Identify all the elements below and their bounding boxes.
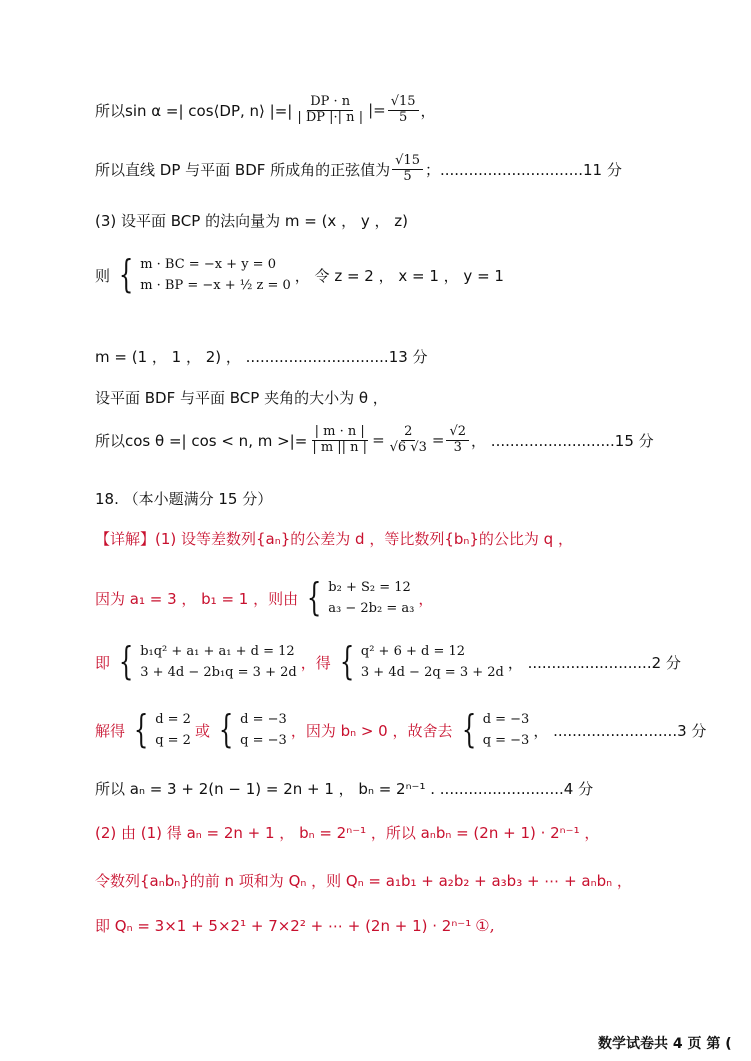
problem-18-heading: 18. （本小题满分 15 分） — [95, 490, 273, 508]
line-16: 即 Qₙ = 3×1 + 5×2¹ + 7×2² + ⋯ + (2n + 1) · 2ⁿ⁻¹ ①, — [95, 916, 495, 935]
line-1: 所以sin α =| cos⟨DP, n⟩ |=| $\frac{DP \cdot n}{| DP |\cdot| n |}$ |= $\frac{√15}{5}$ ， — [95, 94, 436, 125]
equation-system-bcp: { m · BC = −x + y = 0 m · BP = −x + ½ z = 0 — [118, 252, 291, 296]
line-10: 因为 a₁ = 3 ， b₁ = 1 ，则由 { b₂ + S₂ = 12 a₃ − 2b₂ = a₃ ， — [95, 575, 434, 619]
fraction-sqrt15-5: $\frac{√15}{5}$ — [388, 95, 419, 126]
page-footer: 数学试卷共 4 页 第 ( — [598, 1036, 732, 1052]
line-2: 所以直线 DP 与平面 BDF 所成角的正弦值为 $\frac{√15}{5}$ ；..............................11 分 — [95, 153, 622, 184]
line-14: (2) 由 (1) 得 aₙ = 2n + 1 ， bₙ = 2ⁿ⁻¹ ，所以 aₙbₙ = (2n + 1) · 2ⁿ⁻¹ ， — [95, 824, 600, 842]
line-3: (3) 设平面 BCP 的法向量为 m = (x ， y ， z) — [95, 212, 408, 230]
circled-one-mark: ①, — [475, 916, 495, 935]
line-7: 所以cos θ =| cos < n, m >|= $\frac{| m \cdot n |}{| m || n |}$ = $\frac{2}{√6 √3}$ = $\frac{√2}{3}$ ， ..........................15 分 — [95, 424, 654, 455]
line-4: 则 { m · BC = −x + y = 0 m · BP = −x + ½ z = 0 ， 令 z = 2 ， x = 1 ， y = 1 — [95, 252, 504, 296]
line-12: 解得 { d = 2 q = 2 或 { d = −3 q = −3 ，因为 bₙ > 0 ，故舍去 { d = −3 q = −3 ， ..........................3 分 — [95, 707, 707, 751]
line-6: 设平面 BDF 与平面 BCP 夹角的大小为 θ ， — [95, 389, 388, 407]
line-9: 【详解】(1) 设等差数列{aₙ}的公差为 d ，等比数列{bₙ}的公比为 q ， — [95, 530, 573, 548]
line-1-text: 所以sin α =| cos⟨DP, n⟩ |=| — [95, 101, 293, 120]
fraction-sqrt15-5-b: $\frac{√15}{5}$ — [392, 154, 423, 185]
line-13: 所以 aₙ = 3 + 2(n − 1) = 2n + 1 ， bₙ = 2ⁿ⁻¹ . ..........................4 分 — [95, 780, 594, 798]
line-15: 令数列{aₙbₙ}的前 n 项和为 Qₙ ，则 Qₙ = a₁b₁ + a₂b₂ + a₃b₃ + ⋯ + aₙbₙ ， — [95, 872, 632, 890]
line-11: 即 { b₁q² + a₁ + a₁ + d = 12 3 + 4d − 2b₁q = 3 + 2d ，得 { q² + 6 + d = 12 3 + 4d − 2q = 3 + 2d ， ..........................2 分 — [95, 639, 681, 683]
fraction-dp-n: $\frac{DP \cdot n}{| DP |\cdot| n |}$ — [297, 94, 364, 125]
line-5: m = (1 ， 1 ， 2) ， ..............................13 分 — [95, 348, 428, 366]
